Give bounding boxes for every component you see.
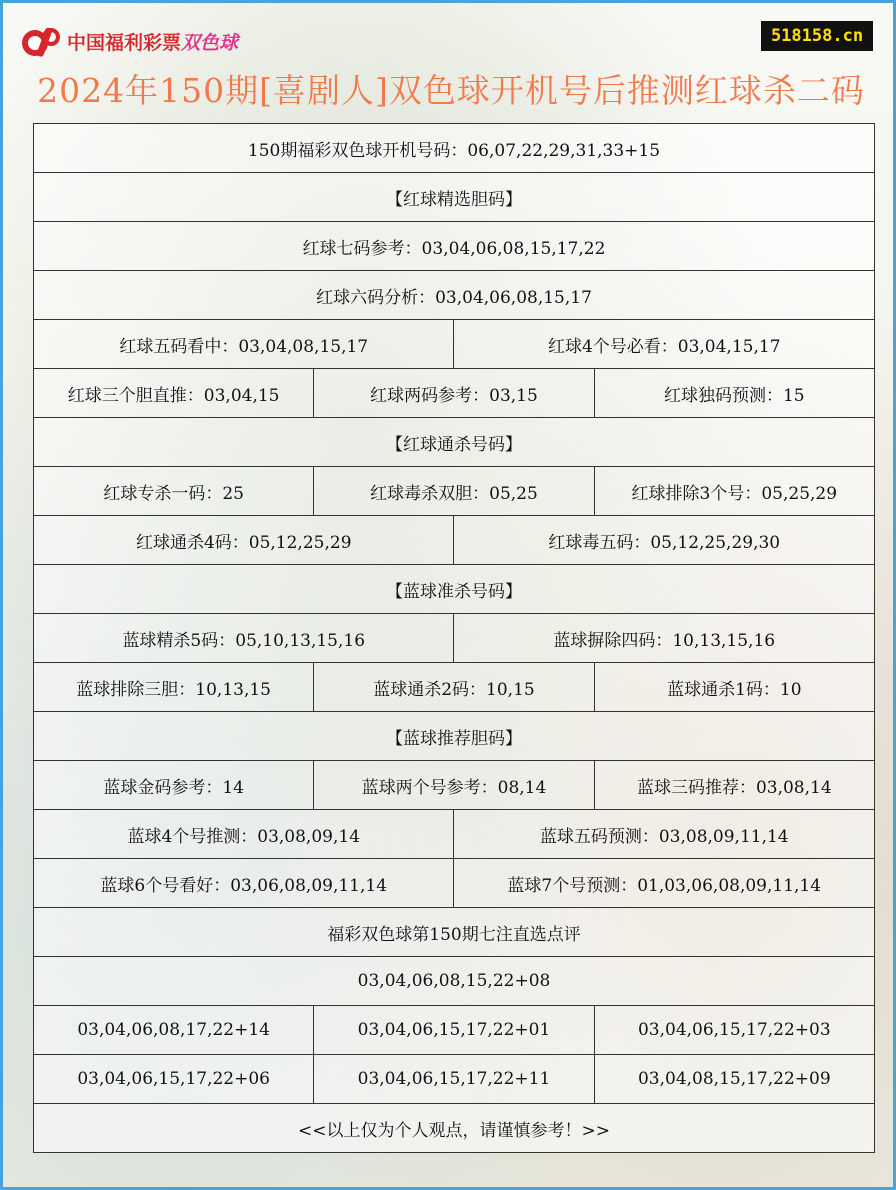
table-cell: 红球七码参考：03,04,06,08,15,17,22 bbox=[34, 222, 875, 271]
table-row bbox=[34, 271, 875, 320]
table-row bbox=[34, 222, 875, 271]
table-row bbox=[34, 173, 875, 222]
table-cell: 蓝球两个号参考：08,14 bbox=[314, 761, 594, 810]
page-title: 2024年150期[喜剧人]双色球开机号后推测红球杀二码 bbox=[37, 71, 865, 110]
table-row bbox=[34, 908, 875, 957]
logo-welfare-text: 中国福利彩票 bbox=[67, 31, 182, 54]
logo-ssq-text: 双色球 bbox=[181, 31, 239, 54]
table-row bbox=[34, 124, 875, 173]
table-row bbox=[34, 859, 875, 908]
table-cell: 红球独码预测：15 bbox=[594, 369, 874, 418]
table-row bbox=[34, 467, 875, 516]
logo bbox=[21, 23, 238, 59]
ticket-cell: 03,04,06,15,17,22+11 bbox=[314, 1055, 594, 1104]
table-row bbox=[34, 369, 875, 418]
table-row bbox=[34, 418, 875, 467]
ticket-cell: 03,04,06,08,17,22+14 bbox=[34, 1006, 314, 1055]
table-row bbox=[34, 516, 875, 565]
table-row bbox=[34, 957, 875, 1006]
table-row bbox=[34, 712, 875, 761]
table-cell: 蓝球摒除四码：10,13,15,16 bbox=[454, 614, 875, 663]
ticket-cell: 03,04,06,15,17,22+06 bbox=[34, 1055, 314, 1104]
prediction-table bbox=[33, 123, 875, 1153]
table-cell: 红球专杀一码：25 bbox=[34, 467, 314, 516]
table-cell: 红球两码参考：03,15 bbox=[314, 369, 594, 418]
section-header: 【蓝球推荐胆码】 bbox=[34, 712, 875, 761]
table-cell: 红球六码分析：03,04,06,08,15,17 bbox=[34, 271, 875, 320]
section-header: 【红球通杀号码】 bbox=[34, 418, 875, 467]
table-cell: 蓝球7个号预测：01,03,06,08,09,11,14 bbox=[454, 859, 875, 908]
table-row bbox=[34, 1006, 875, 1055]
ticket-cell: 03,04,06,15,17,22+01 bbox=[314, 1006, 594, 1055]
table-cell: 蓝球4个号推测：03,08,09,14 bbox=[34, 810, 454, 859]
table-row bbox=[34, 663, 875, 712]
table-cell: 蓝球排除三胆：10,13,15 bbox=[34, 663, 314, 712]
table-cell: 蓝球通杀1码：10 bbox=[594, 663, 874, 712]
table-cell: 蓝球通杀2码：10,15 bbox=[314, 663, 594, 712]
table-cell: 蓝球三码推荐：03,08,14 bbox=[594, 761, 874, 810]
table-cell: 蓝球金码参考：14 bbox=[34, 761, 314, 810]
table-cell: 红球4个号必看：03,04,15,17 bbox=[454, 320, 875, 369]
table-row bbox=[34, 1055, 875, 1104]
table-cell: 红球五码看中：03,04,08,15,17 bbox=[34, 320, 454, 369]
table-cell: 红球三个胆直推：03,04,15 bbox=[34, 369, 314, 418]
table-cell: 红球毒五码：05,12,25,29,30 bbox=[454, 516, 875, 565]
table-row bbox=[34, 320, 875, 369]
lottery-logo-icon bbox=[21, 23, 61, 59]
section-header: 福彩双色球第150期七注直选点评 bbox=[34, 908, 875, 957]
site-badge: 518158.cn bbox=[761, 21, 873, 51]
table-row bbox=[34, 761, 875, 810]
ticket-cell: 03,04,06,08,15,22+08 bbox=[34, 957, 875, 1006]
section-header: 【蓝球准杀号码】 bbox=[34, 565, 875, 614]
table-cell: 红球通杀4码：05,12,25,29 bbox=[34, 516, 454, 565]
table-row bbox=[34, 810, 875, 859]
section-header: 【红球精选胆码】 bbox=[34, 173, 875, 222]
table-cell: 蓝球精杀5码：05,10,13,15,16 bbox=[34, 614, 454, 663]
table-cell: 蓝球6个号看好：03,06,08,09,11,14 bbox=[34, 859, 454, 908]
table-cell: 红球毒杀双胆：05,25 bbox=[314, 467, 594, 516]
disclaimer: <<以上仅为个人观点，请谨慎参考！>> bbox=[34, 1104, 875, 1153]
draw-numbers: 150期福彩双色球开机号码：06,07,22,29,31,33+15 bbox=[34, 124, 875, 173]
ticket-cell: 03,04,06,15,17,22+03 bbox=[594, 1006, 874, 1055]
ticket-cell: 03,04,08,15,17,22+09 bbox=[594, 1055, 874, 1104]
table-cell: 蓝球五码预测：03,08,09,11,14 bbox=[454, 810, 875, 859]
table-row bbox=[34, 565, 875, 614]
logo-text bbox=[67, 28, 238, 55]
table-row bbox=[34, 1104, 875, 1153]
table-row bbox=[34, 614, 875, 663]
table-cell: 红球排除3个号：05,25,29 bbox=[594, 467, 874, 516]
